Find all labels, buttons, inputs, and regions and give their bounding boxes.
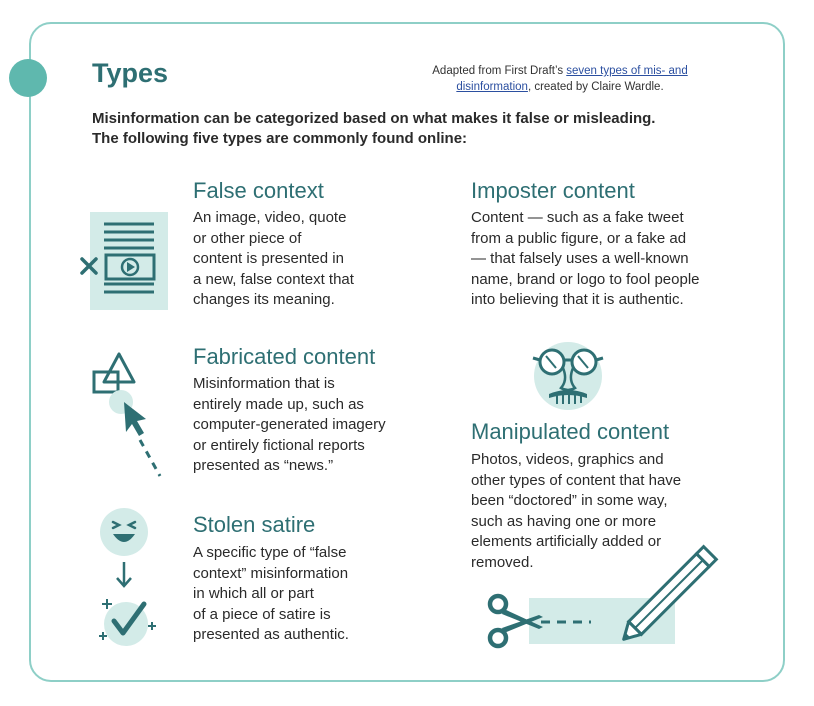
laughing-face-check-icon bbox=[96, 504, 162, 650]
shapes-cursor-icon bbox=[88, 350, 168, 480]
heading-manipulated-content: Manipulated content bbox=[471, 419, 670, 444]
text-fabricated-content: Misinformation that is entirely made up, such as computer-generated imagery or entirely fictional reports presented as “news.” bbox=[193, 375, 386, 474]
text-manipulated-content: Photos, videos, graphics and other types of content that have been “doctored” in some way, such as having one or more elements artificially added or removed. bbox=[471, 451, 682, 571]
page-title: Types bbox=[92, 58, 169, 88]
heading-imposter-content: Imposter content bbox=[471, 178, 635, 203]
document-video-x-icon bbox=[76, 210, 172, 314]
attribution-link[interactable]: seven types of mis- and disinformation bbox=[456, 65, 688, 93]
heading-fabricated-content: Fabricated content bbox=[193, 344, 376, 369]
text-imposter-content: Content — such as a fake tweet from a public figure, or a fake ad — that falsely uses a well-known name, brand or logo to fool people into believing that it is authentic. bbox=[471, 209, 700, 308]
attribution: Adapted from First Draft’s seven types of mis- and disinformation, created by Claire Wardle. bbox=[432, 65, 688, 93]
heading-false-context: False context bbox=[193, 178, 324, 203]
text-stolen-satire: A specific type of “false context” misinformation in which all or part of a piece of satire is presented as authentic. bbox=[193, 544, 349, 643]
scissors-pencil-icon bbox=[485, 556, 721, 652]
decorative-dot bbox=[9, 59, 47, 97]
text-false-context: An image, video, quote or other piece of content is presented in a new, false context that changes its meaning. bbox=[193, 209, 354, 308]
disguise-glasses-icon bbox=[531, 340, 605, 412]
heading-stolen-satire: Stolen satire bbox=[193, 512, 316, 537]
intro-text: Misinformation can be categorized based on what makes it false or misleading. The following five types are commonly found online: bbox=[92, 110, 656, 147]
